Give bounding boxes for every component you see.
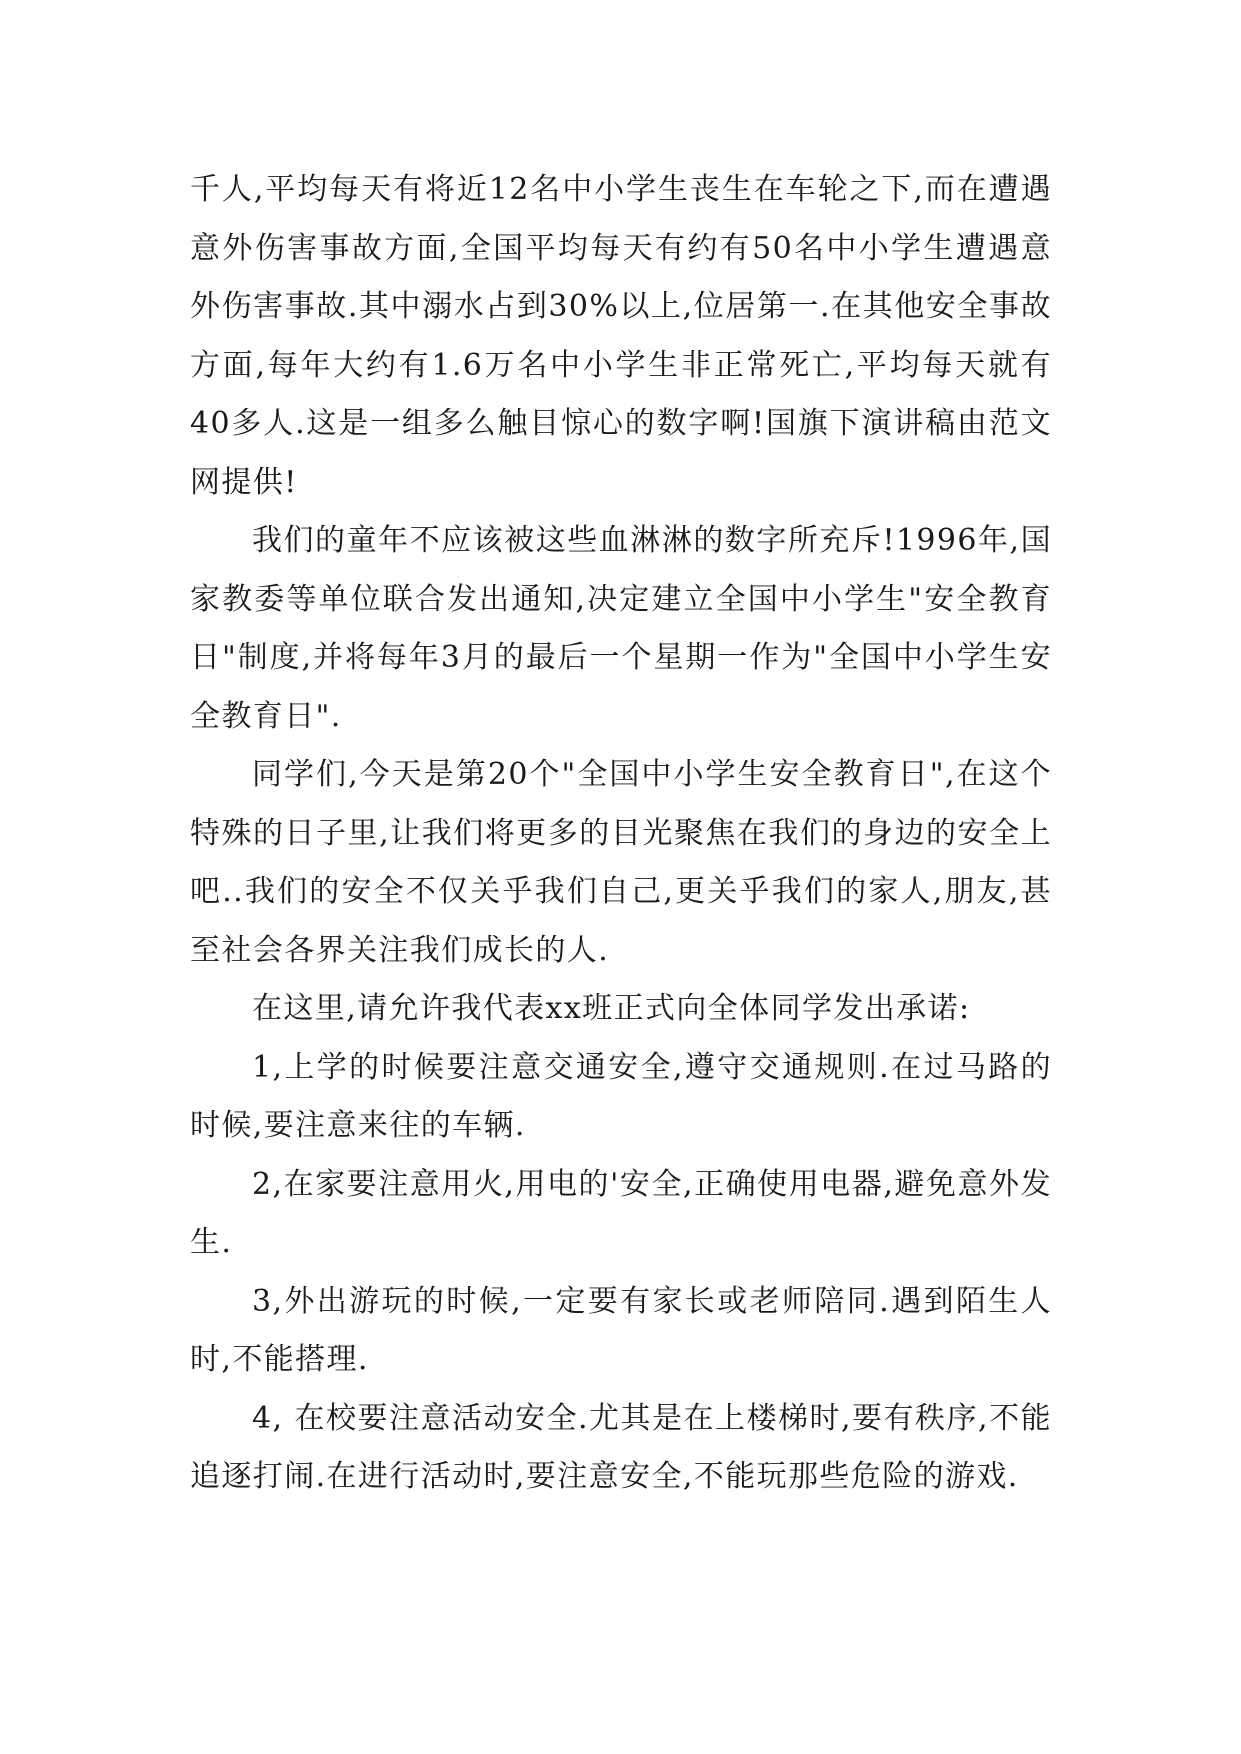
paragraph-2: 我们的童年不应该被这些血淋淋的数字所充斥!1996年,国家教委等单位联合发出通知,决定建立全国中小学生"安全教育日"制度,并将每年3月的最后一个星期一作为"全国中小学生安全教育日". xyxy=(190,523,1052,734)
paragraph-6: 2,在家要注意用火,用电的'安全,正确使用电器,避免意外发生. xyxy=(190,1166,1052,1260)
paragraph-7: 3,外出游玩的时候,一定要有家长或老师陪同.遇到陌生人时,不能搭理. xyxy=(190,1283,1052,1377)
paragraph-8: 4, 在校要注意活动安全.尤其是在上楼梯时,要有秩序,不能追逐打闹.在进行活动时,要注意安全,不能玩那些危险的游戏. xyxy=(190,1400,1052,1494)
paragraph-5: 1,上学的时候要注意交通安全,遵守交通规则.在过马路的时候,要注意来往的车辆. xyxy=(190,1049,1052,1143)
paragraph-1: 千人,平均每天有将近12名中小学生丧生在车轮之下,而在遭遇意外伤害事故方面,全国平均每天有约有50名中小学生遭遇意外伤害事故.其中溺水占到30%以上,位居第一.在其他安全事故方面,每年大约有1.6万名中小学生非正常死亡,平均每天就有40多人.这是一组多么触目惊心的数字啊!国旗下演讲稿由范文网提供! xyxy=(190,172,1052,500)
paragraph-3: 同学们,今天是第20个"全国中小学生安全教育日",在这个特殊的日子里,让我们将更多的目光聚焦在我们的身边的安全上吧..我们的安全不仅关乎我们自己,更关乎我们的家人,朋友,甚至社会各界关注我们成长的人. xyxy=(190,757,1052,968)
document-body xyxy=(190,161,1052,1507)
paragraph-4: 在这里,请允许我代表xx班正式向全体同学发出承诺: xyxy=(252,991,971,1026)
